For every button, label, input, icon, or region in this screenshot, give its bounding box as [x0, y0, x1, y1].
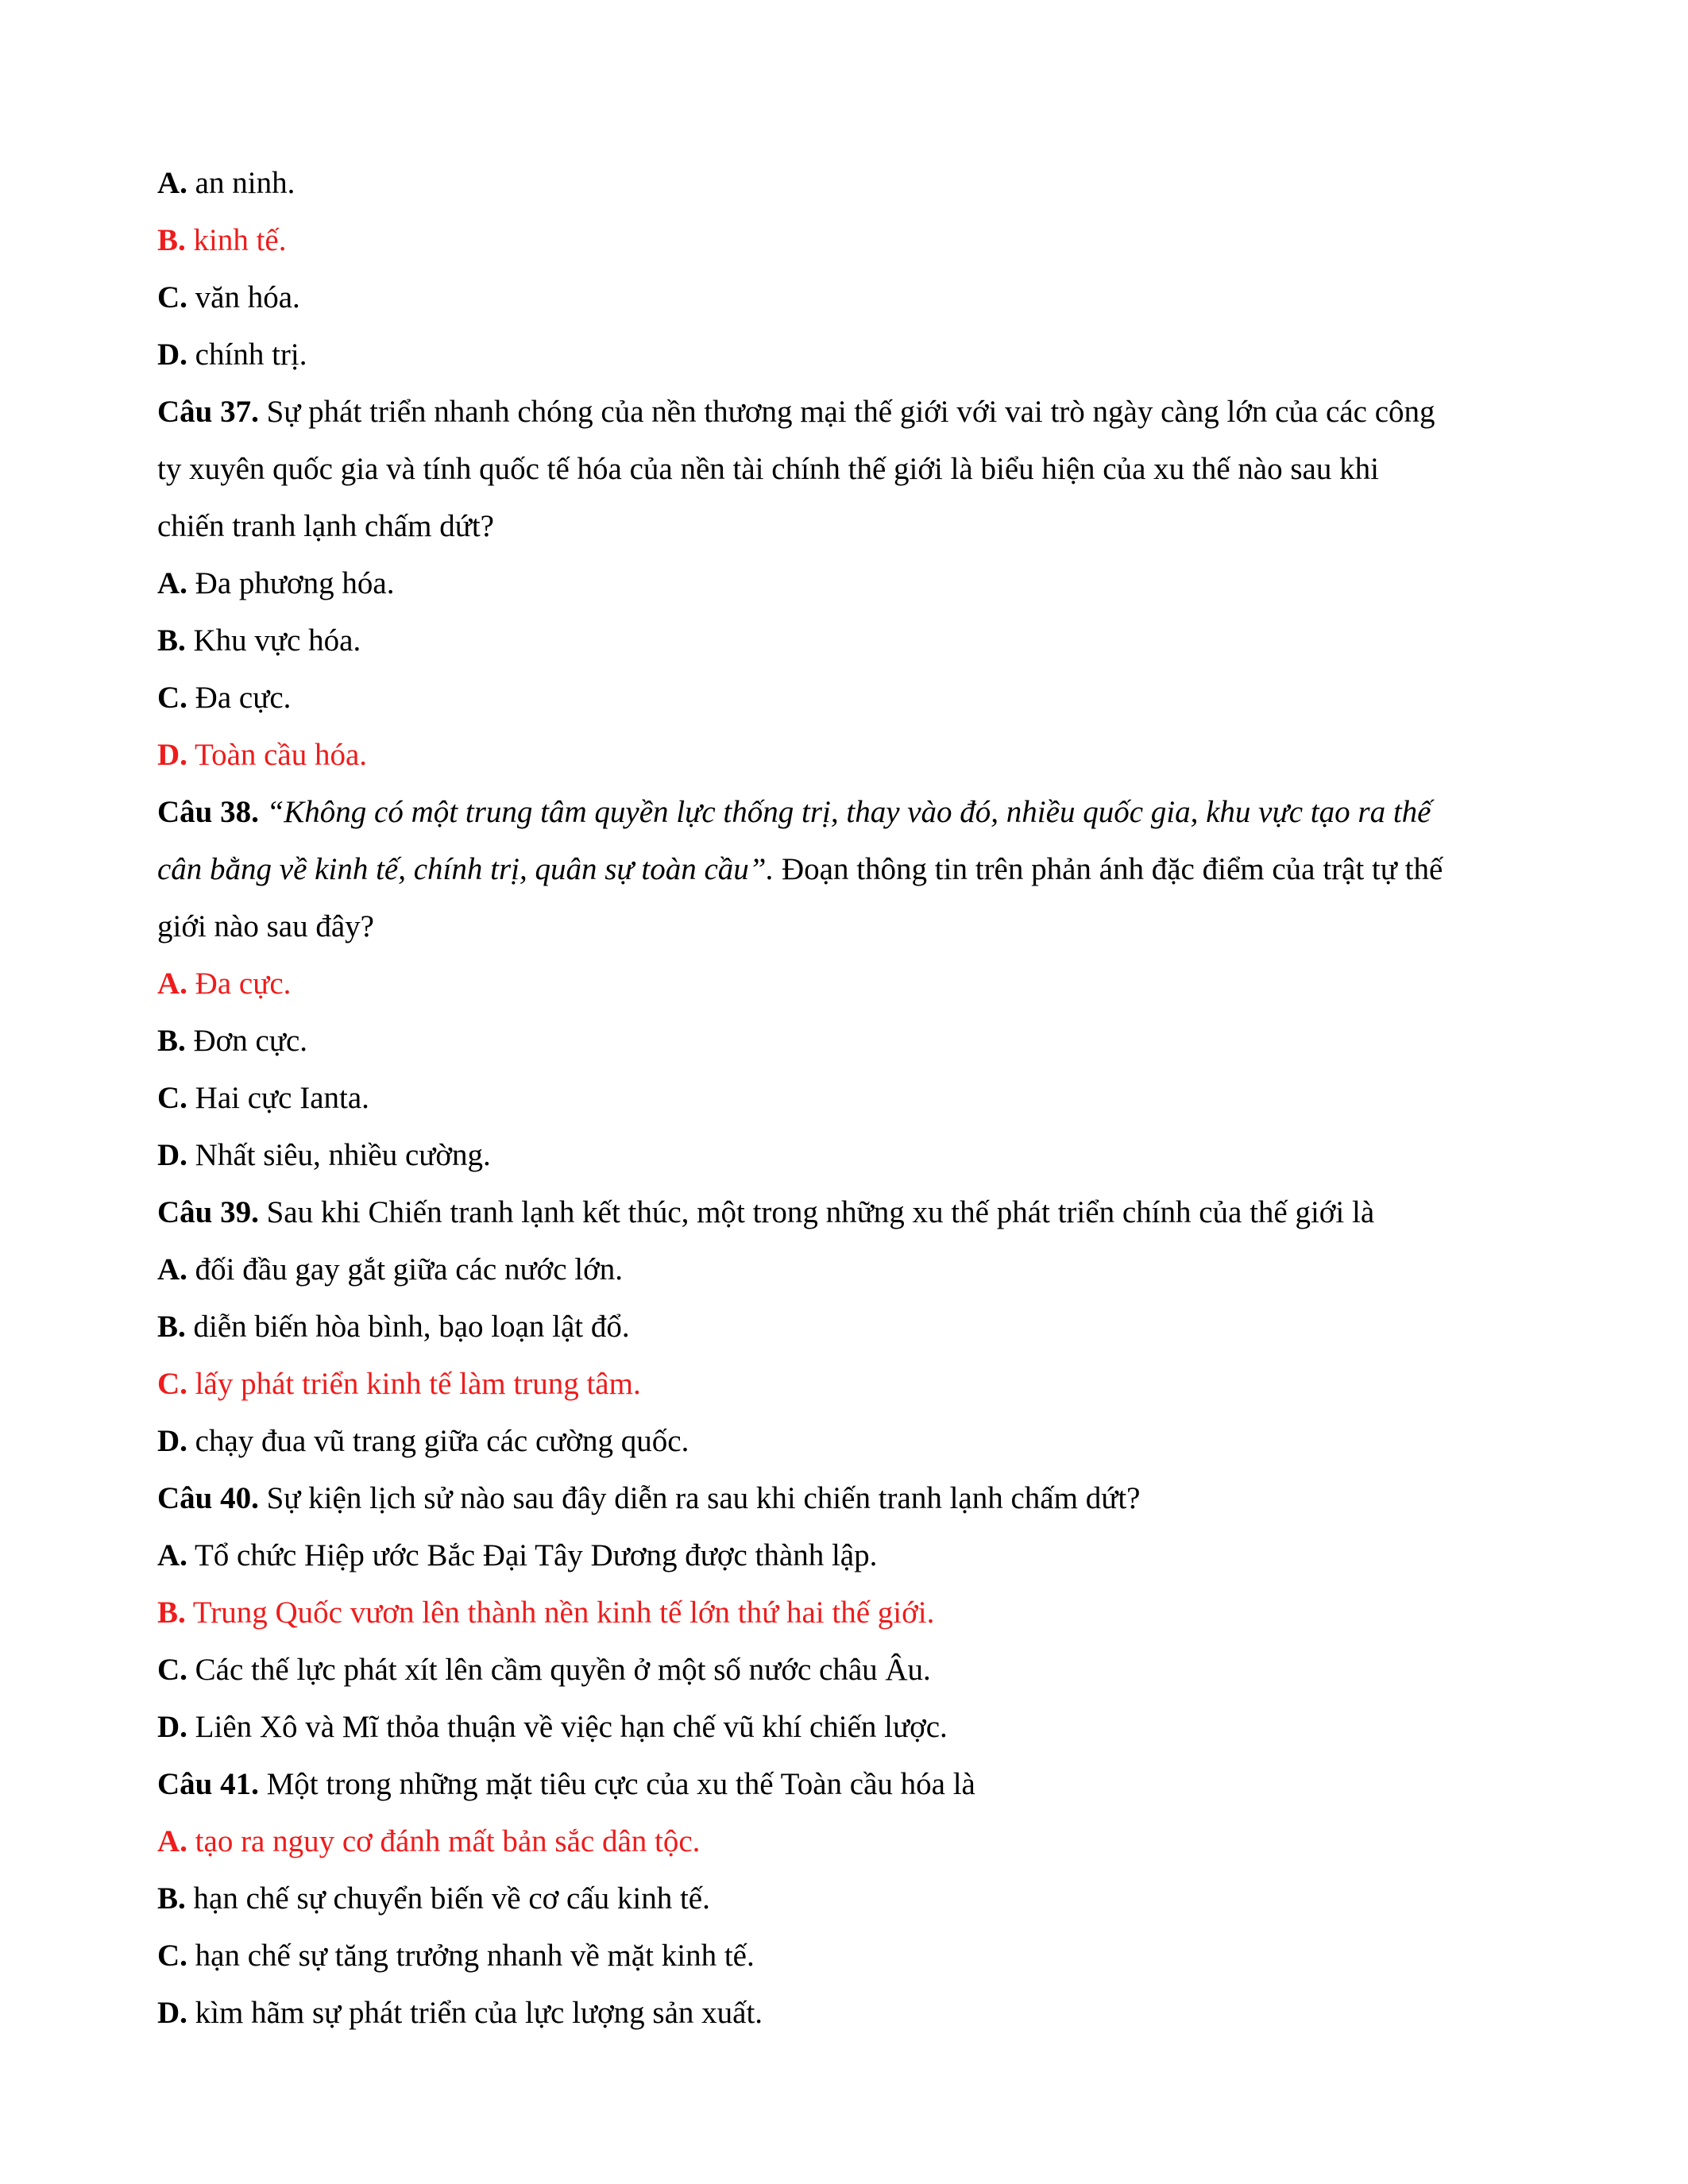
option-letter: D. [157, 1996, 187, 2030]
option-letter: C. [157, 1653, 187, 1687]
question-text: ty xuyên quốc gia và tính quốc tế hóa của nền tài chính thế giới là biểu hiện của xu thế nào sau khi [157, 452, 1379, 486]
option-text: chạy đua vũ trang giữa các cường quốc. [187, 1424, 689, 1458]
option-letter: B. [157, 1310, 186, 1344]
option-c [157, 669, 1533, 727]
option-a [157, 155, 1533, 212]
question-text: Sau khi Chiến tranh lạnh kết thúc, một trong những xu thế phát triển chính của thế giới là [258, 1195, 1375, 1229]
option-b [157, 1870, 1533, 1927]
option-text: hạn chế sự tăng trưởng nhanh về mặt kinh tế. [187, 1939, 755, 1973]
option-text: Nhất siêu, nhiều cường. [187, 1138, 491, 1172]
option-text: Đa cực. [187, 967, 292, 1001]
question-38-line-1 [157, 784, 1533, 841]
option-text: đối đầu gay gắt giữa các nước lớn. [187, 1252, 624, 1287]
question-text: Sự kiện lịch sử nào sau đây diễn ra sau khi chiến tranh lạnh chấm dứt? [258, 1481, 1141, 1515]
question-text: Sự phát triển nhanh chóng của nền thương mại thế giới với vai trò ngày càng lớn của các công [258, 395, 1435, 429]
option-text: Tổ chức Hiệp ước Bắc Đại Tây Dương được thành lập. [187, 1538, 878, 1572]
question-label: Câu 37. [157, 395, 259, 429]
option-letter: B. [157, 1024, 186, 1058]
question-label: Câu 40. [157, 1481, 259, 1515]
question-text: Một trong những mặt tiêu cực của xu thế Toàn cầu hóa là [258, 1767, 975, 1801]
option-a-correct [157, 955, 1533, 1013]
question-40-line-1 [157, 1470, 1533, 1527]
question-quote: “Không có một trung tâm quyền lực thống trị, thay vào đó, nhiều quốc gia, khu vực tạo ra thế [258, 795, 1431, 829]
option-letter: B. [157, 1881, 186, 1916]
option-letter: D. [157, 338, 187, 372]
option-text: kìm hãm sự phát triển của lực lượng sản xuất. [187, 1996, 763, 2030]
option-letter: C. [157, 280, 187, 314]
option-text: kinh tế. [185, 223, 287, 257]
question-label: Câu 41. [157, 1767, 259, 1801]
option-letter: A. [157, 566, 187, 600]
question-37 [157, 384, 1533, 784]
option-b-correct [157, 1584, 1533, 1642]
option-text: Đa phương hóa. [187, 566, 395, 600]
question-39-line-1 [157, 1184, 1533, 1241]
option-letter: B. [157, 223, 186, 257]
option-c [157, 1070, 1533, 1127]
question-37-line-2 [157, 441, 1533, 498]
option-text: Trung Quốc vươn lên thành nền kinh tế lớn thứ hai thế giới. [185, 1596, 935, 1630]
option-text: Khu vực hóa. [185, 623, 361, 658]
option-text: an ninh. [187, 166, 295, 200]
option-text: văn hóa. [187, 280, 300, 314]
question-text: giới nào sau đây? [157, 909, 374, 943]
option-letter: D. [157, 1710, 187, 1744]
option-letter: D. [157, 738, 187, 772]
option-a [157, 1241, 1533, 1298]
option-text: Hai cực Ianta. [187, 1081, 369, 1115]
question-label: Câu 38. [157, 795, 259, 829]
option-d [157, 1699, 1533, 1756]
question-40 [157, 1470, 1533, 1756]
question-label: Câu 39. [157, 1195, 259, 1229]
option-letter: C. [157, 681, 187, 715]
option-text: Liên Xô và Mĩ thỏa thuận về việc hạn chế vũ khí chiến lược. [187, 1710, 948, 1744]
option-letter: C. [157, 1939, 187, 1973]
option-d-correct [157, 727, 1533, 784]
question-41-line-1 [157, 1756, 1533, 1813]
option-a-correct [157, 1813, 1533, 1870]
option-letter: B. [157, 623, 186, 658]
question-37-line-3 [157, 498, 1533, 555]
option-text: diễn biến hòa bình, bạo loạn lật đổ. [185, 1310, 630, 1344]
option-c [157, 269, 1533, 326]
question-37-line-1 [157, 384, 1533, 441]
option-letter: A. [157, 967, 187, 1001]
option-text: hạn chế sự chuyển biến về cơ cấu kinh tế. [185, 1881, 710, 1916]
option-c-correct [157, 1356, 1533, 1413]
option-text: Toàn cầu hóa. [187, 738, 368, 772]
option-d [157, 1985, 1533, 2042]
option-b [157, 612, 1533, 669]
document-page [157, 155, 1533, 2042]
question-text: Đoạn thông tin trên phản ánh đặc điểm của trật tự thế [774, 852, 1443, 886]
option-letter: A. [157, 1538, 187, 1572]
option-a [157, 1527, 1533, 1584]
option-text: Đơn cực. [185, 1024, 308, 1058]
option-c [157, 1642, 1533, 1699]
previous-question-options [157, 155, 1533, 384]
option-text: chính trị. [187, 338, 307, 372]
option-d [157, 326, 1533, 384]
question-text: chiến tranh lạnh chấm dứt? [157, 509, 494, 543]
option-d [157, 1413, 1533, 1470]
question-38 [157, 784, 1533, 1184]
option-letter: C. [157, 1367, 187, 1401]
question-39 [157, 1184, 1533, 1470]
option-letter: C. [157, 1081, 187, 1115]
question-41 [157, 1756, 1533, 2042]
option-letter: A. [157, 1824, 187, 1858]
option-letter: B. [157, 1596, 186, 1630]
option-b-correct [157, 212, 1533, 269]
option-b [157, 1013, 1533, 1070]
option-text: tạo ra nguy cơ đánh mất bản sắc dân tộc. [187, 1824, 701, 1858]
option-a [157, 555, 1533, 612]
option-text: Đa cực. [187, 681, 292, 715]
option-letter: D. [157, 1424, 187, 1458]
option-text: lấy phát triển kinh tế làm trung tâm. [187, 1367, 641, 1401]
option-b [157, 1298, 1533, 1356]
option-letter: A. [157, 166, 187, 200]
question-38-line-2 [157, 841, 1533, 898]
option-letter: D. [157, 1138, 187, 1172]
option-letter: A. [157, 1252, 187, 1287]
option-text: Các thế lực phát xít lên cầm quyền ở một số nước châu Âu. [187, 1653, 931, 1687]
option-c [157, 1927, 1533, 1985]
question-quote: cân bằng về kinh tế, chính trị, quân sự toàn cầu”. [157, 852, 774, 886]
option-d [157, 1127, 1533, 1184]
question-38-line-3 [157, 898, 1533, 955]
